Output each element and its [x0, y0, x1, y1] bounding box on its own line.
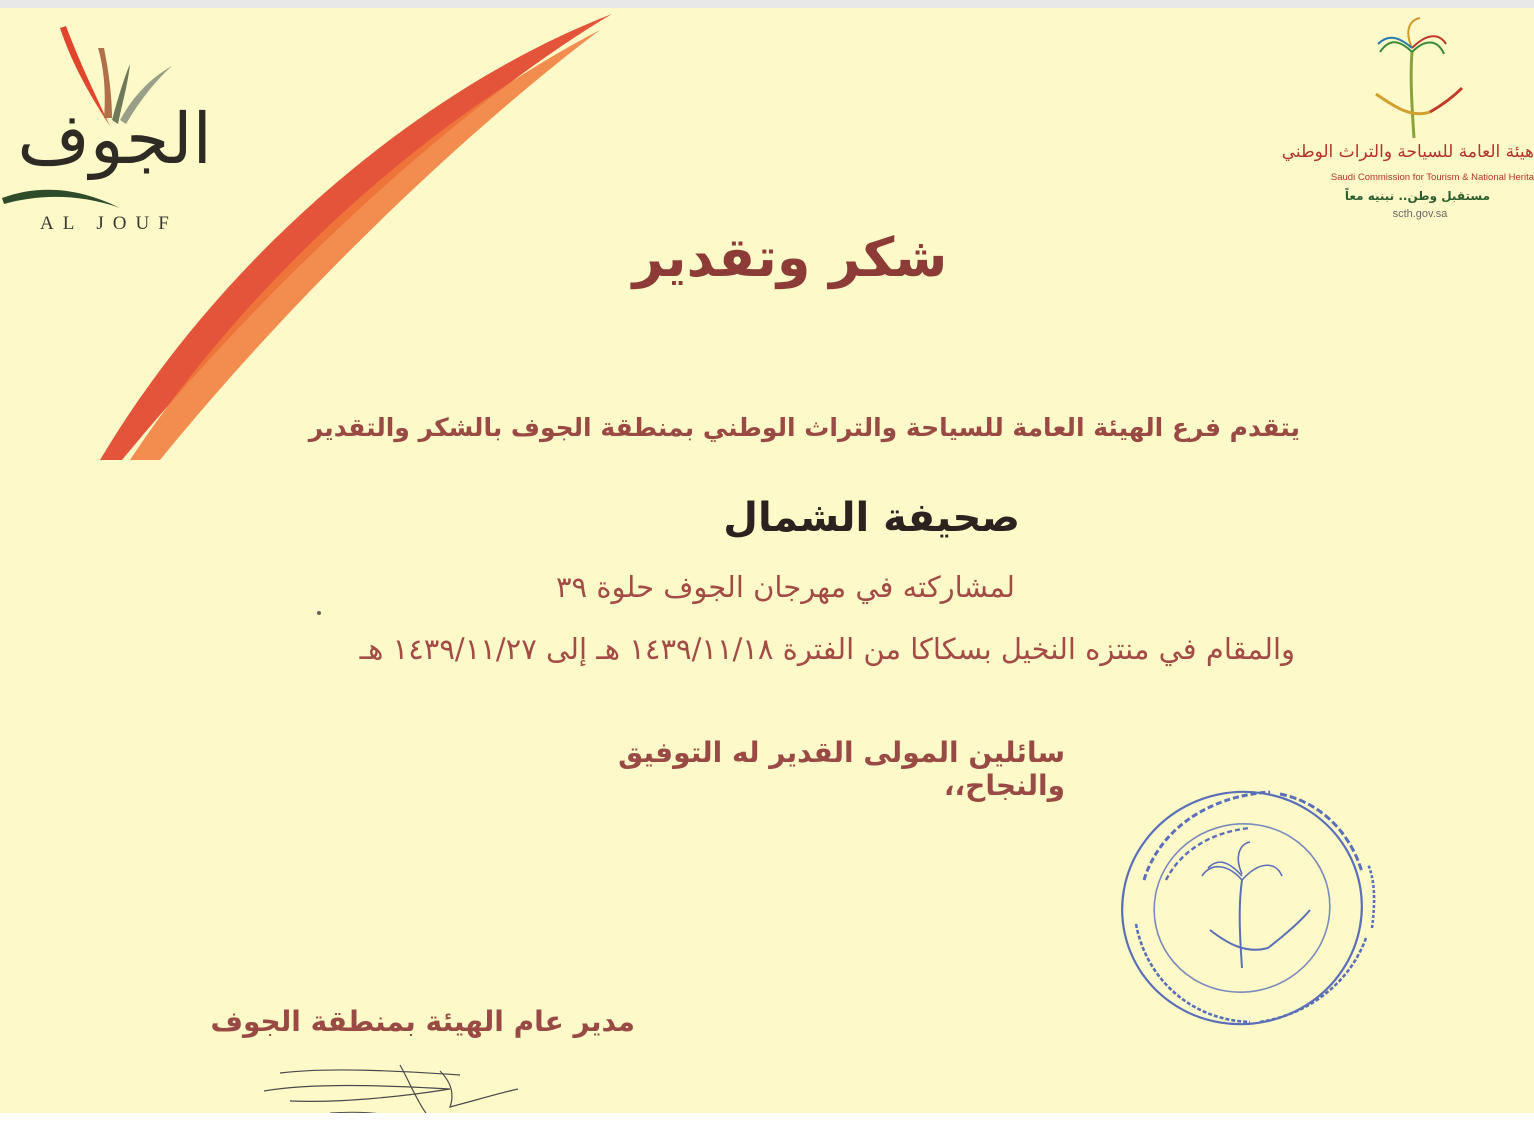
- recipient-name: صحيفة الشمال: [723, 495, 1020, 541]
- participation-line: لمشاركته في مهرجان الجوف حلوة ٣٩: [555, 570, 1015, 604]
- venue-dates-line: والمقام في منتزه النخيل بسكاكا من الفترة ١٤٣٩/١١/١٨ هـ إلى ١٤٣٩/١١/٢٧ هـ: [359, 632, 1295, 666]
- aljouf-arabic-wordmark: الجوف: [17, 98, 212, 180]
- scth-logo: [1280, 8, 1534, 248]
- scth-url: scth.gov.sa: [1392, 208, 1448, 220]
- wishes-line: سائلين المولى القدير له التوفيق والنجاح،،: [618, 736, 1065, 802]
- certificate-title: شكر وتقدير: [632, 226, 948, 289]
- palm-tree-icon: [1280, 8, 1534, 148]
- aljouf-logo: [0, 8, 230, 248]
- handwritten-signature: [250, 1053, 550, 1113]
- certificate-intro: يتقدم فرع الهيئة العامة للسياحة والتراث الوطني بمنطقة الجوف بالشكر والتقدير: [308, 413, 1300, 442]
- official-stamp: [1110, 768, 1400, 1038]
- scth-slogan: مستقبل وطن.. نبنيه معاً: [1344, 189, 1490, 203]
- ink-speck: [317, 611, 321, 615]
- certificate-page: [0, 8, 1534, 1113]
- aljouf-english-wordmark: AL JOUF: [40, 213, 178, 234]
- scth-english-name: Saudi Commission for Tourism & National Herita: [1330, 172, 1534, 183]
- scth-arabic-name: هيئة العامة للسياحة والتراث الوطني: [1281, 142, 1534, 162]
- scan-bottom-edge: [0, 1113, 1534, 1125]
- signer-title: مدير عام الهيئة بمنطقة الجوف: [210, 1005, 635, 1038]
